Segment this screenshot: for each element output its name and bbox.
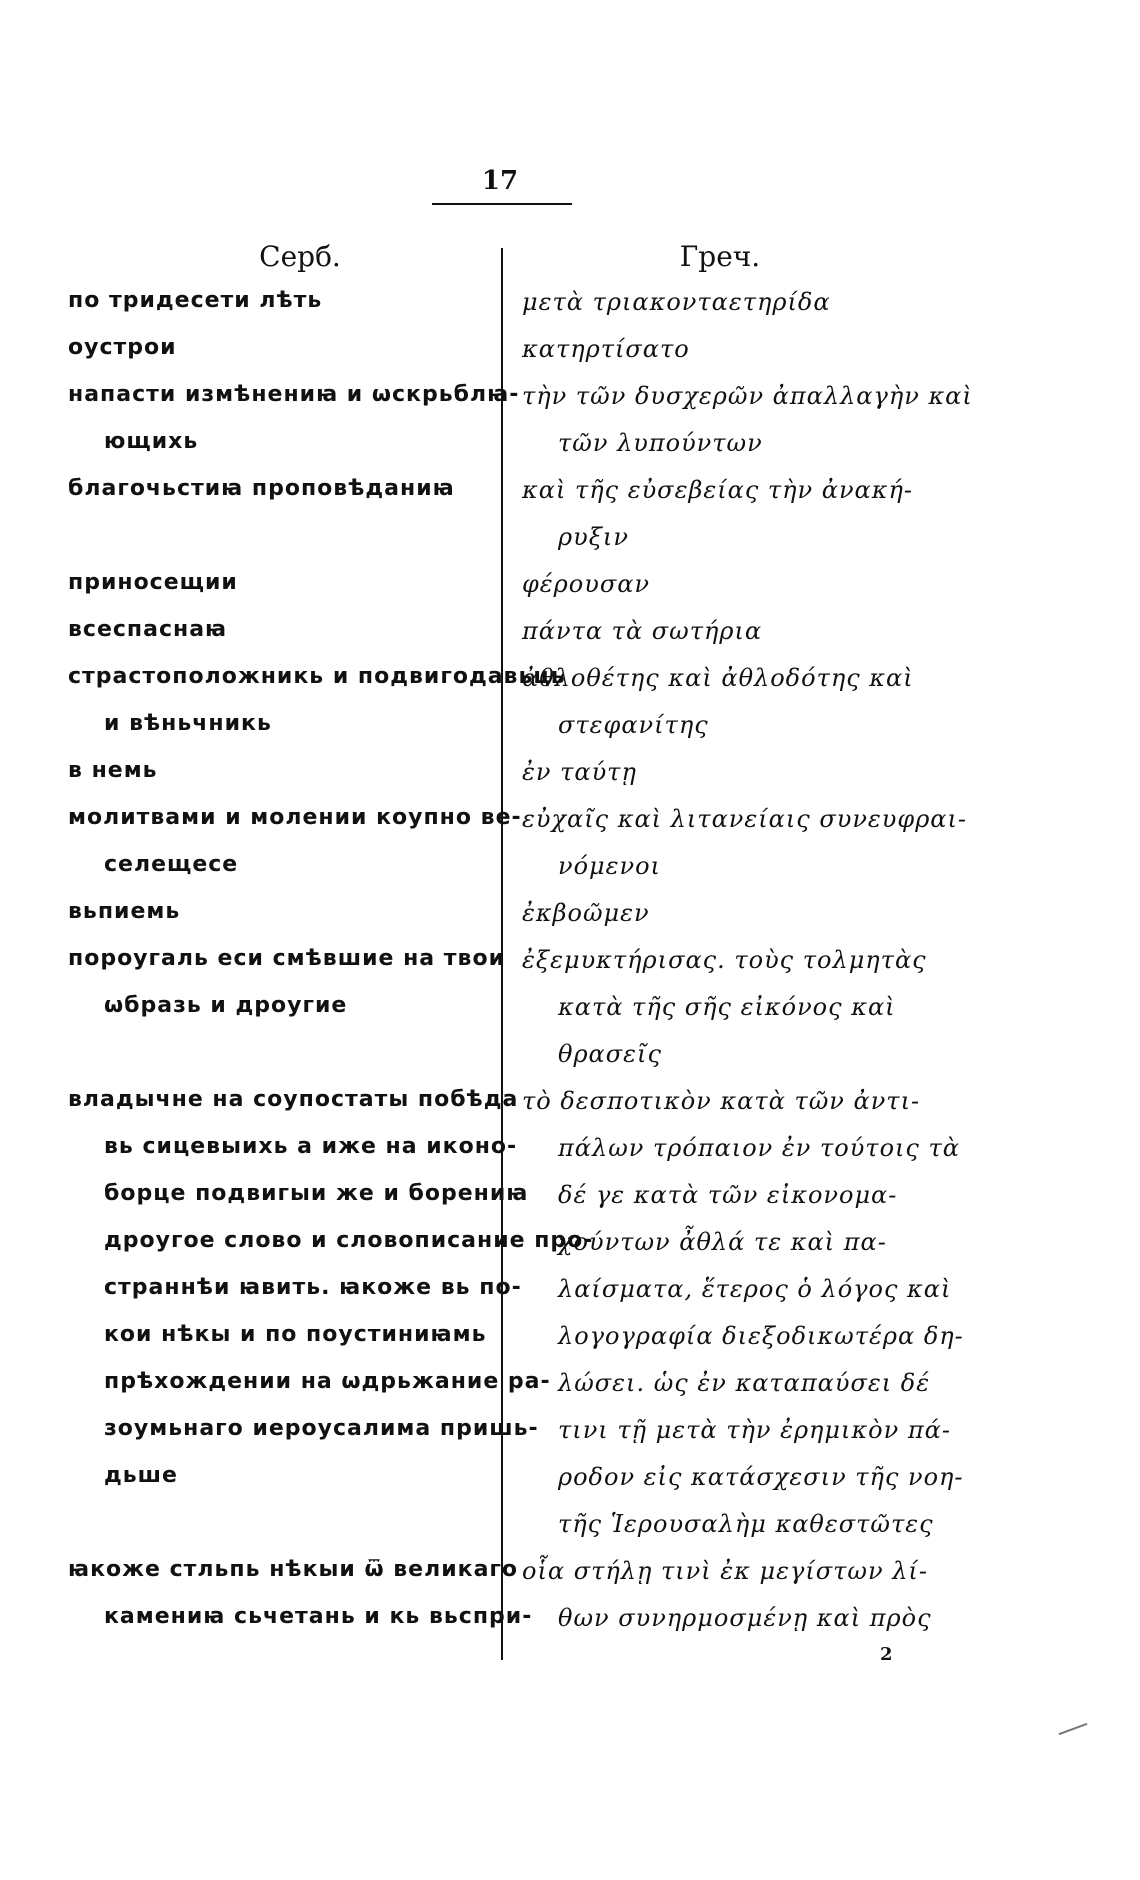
greek-line: χούντων ἆθλά τε καὶ πα-: [558, 1228, 887, 1256]
serbian-line: ѡбразь и дроугие: [104, 993, 348, 1018]
page-number-rule: [432, 203, 572, 205]
serbian-line: селещесе: [104, 852, 239, 877]
greek-line: δέ γε κατὰ τῶν εἰκονομα-: [558, 1181, 898, 1209]
greek-column-header: Греч.: [679, 240, 761, 273]
signature-mark: 2: [880, 1644, 893, 1665]
serbian-line: ющихь: [104, 429, 199, 454]
greek-line: πάλων τρόπαιον ἐν τούτοις τὰ: [558, 1134, 960, 1162]
serbian-line: приносещии: [68, 570, 238, 595]
serbian-line: и вѣньчникь: [104, 711, 272, 736]
serbian-line: владычне на соупостаты побѣда: [68, 1087, 519, 1112]
greek-line: ρυξιν: [558, 523, 629, 551]
greek-line: ἀθλοθέτης καὶ ἀθλοδότης καὶ: [522, 664, 914, 692]
greek-line: κατηρτίσατο: [522, 335, 690, 363]
greek-line: τὴν τῶν δυσχερῶν ἀπαλλαγὴν καὶ: [522, 382, 973, 410]
greek-line: μετὰ τριακονταετηρίδα: [522, 288, 831, 316]
greek-line: λαίσματα, ἕτερος ὁ λόγος καὶ: [558, 1275, 952, 1303]
greek-line: τὸ δεσποτικὸν κατὰ τῶν ἀντι-: [522, 1087, 921, 1115]
greek-line: εὐχαῖς καὶ λιτανείαις συνευφραι-: [522, 805, 968, 833]
greek-line: στεφανίτης: [558, 711, 709, 739]
serbian-line: кои нѣкы и по поустиниꙗмь: [104, 1322, 487, 1347]
serbian-line: всеспаснаꙗ: [68, 617, 228, 642]
greek-line: ἐκβοῶμεν: [522, 899, 650, 927]
serbian-line: дроугое слово и словописание про-: [104, 1228, 594, 1253]
serbian-line: борце подвигыи же и борениꙗ: [104, 1181, 529, 1206]
serbian-line: страннѣи ꙗвить. ꙗкоже вь по-: [104, 1275, 522, 1300]
serbian-line: страстоположникь и подвигодавьць: [68, 664, 566, 689]
greek-line: τινι τῇ μετὰ τὴν ἐρημικὸν πά-: [558, 1416, 951, 1444]
greek-line: λογογραφία διεξοδικωτέρα δη-: [558, 1322, 964, 1350]
serbian-line: камениꙗ сьчетань и кь вьспри-: [104, 1604, 533, 1629]
serbian-line: оустрои: [68, 335, 177, 360]
serbian-line: дьше: [104, 1463, 178, 1488]
serbian-line: вьпиемь: [68, 899, 181, 924]
greek-line: ἐξεμυκτήρισας. τοὺς τολμητὰς: [522, 946, 927, 974]
greek-line: τῶν λυπούντων: [558, 429, 763, 457]
greek-line: τῆς Ἱερουσαλὴμ καθεστῶτες: [558, 1510, 934, 1538]
greek-line: λώσει. ὡς ἐν καταπαύσει δέ: [558, 1369, 931, 1397]
serbian-line: молитвами и молении коупно ве-: [68, 805, 522, 830]
serbian-line: зоумьнаго иероусалима пришь-: [104, 1416, 539, 1441]
serbian-line: по тридесети лѣть: [68, 288, 323, 313]
serbian-line: ꙗкоже стльпь нѣкыи ѿ великаго: [68, 1557, 519, 1582]
serbian-line: в немь: [68, 758, 158, 783]
serbian-column-header: Серб.: [259, 240, 341, 273]
greek-line: πάντα τὰ σωτήρια: [522, 617, 763, 645]
greek-line: κατὰ τῆς σῆς εἰκόνος καὶ: [558, 993, 896, 1021]
serbian-line: благочьстиꙗ проповѣданиꙗ: [68, 476, 455, 501]
greek-line: οἷα στήλῃ τινὶ ἐκ μεγίστων λί-: [522, 1557, 928, 1585]
greek-line: νόμενοι: [558, 852, 661, 880]
serbian-line: прѣхождении на ѡдрьжание ра-: [104, 1369, 551, 1394]
page-number: 17: [481, 166, 519, 196]
serbian-line: пороугаль еси смѣвшие на твои: [68, 946, 505, 971]
greek-line: θρασεῖς: [558, 1040, 662, 1068]
greek-line: ἐν ταύτῃ: [522, 758, 637, 786]
greek-line: ροδον εἰς κατάσχεσιν τῆς νοη-: [558, 1463, 964, 1491]
greek-line: φέρουσαν: [522, 570, 651, 598]
greek-line: καὶ τῆς εὐσεβείας τὴν ἀνακή-: [522, 476, 913, 504]
serbian-line: вь сицевыихь а иже на иконо-: [104, 1134, 518, 1159]
scan-speck: [1059, 1723, 1088, 1735]
serbian-line: напасти измѣнениꙗ и ѡскрьблꙗ-: [68, 382, 520, 407]
greek-line: θων συνηρμοσμένῃ καὶ πρὸς: [558, 1604, 932, 1632]
